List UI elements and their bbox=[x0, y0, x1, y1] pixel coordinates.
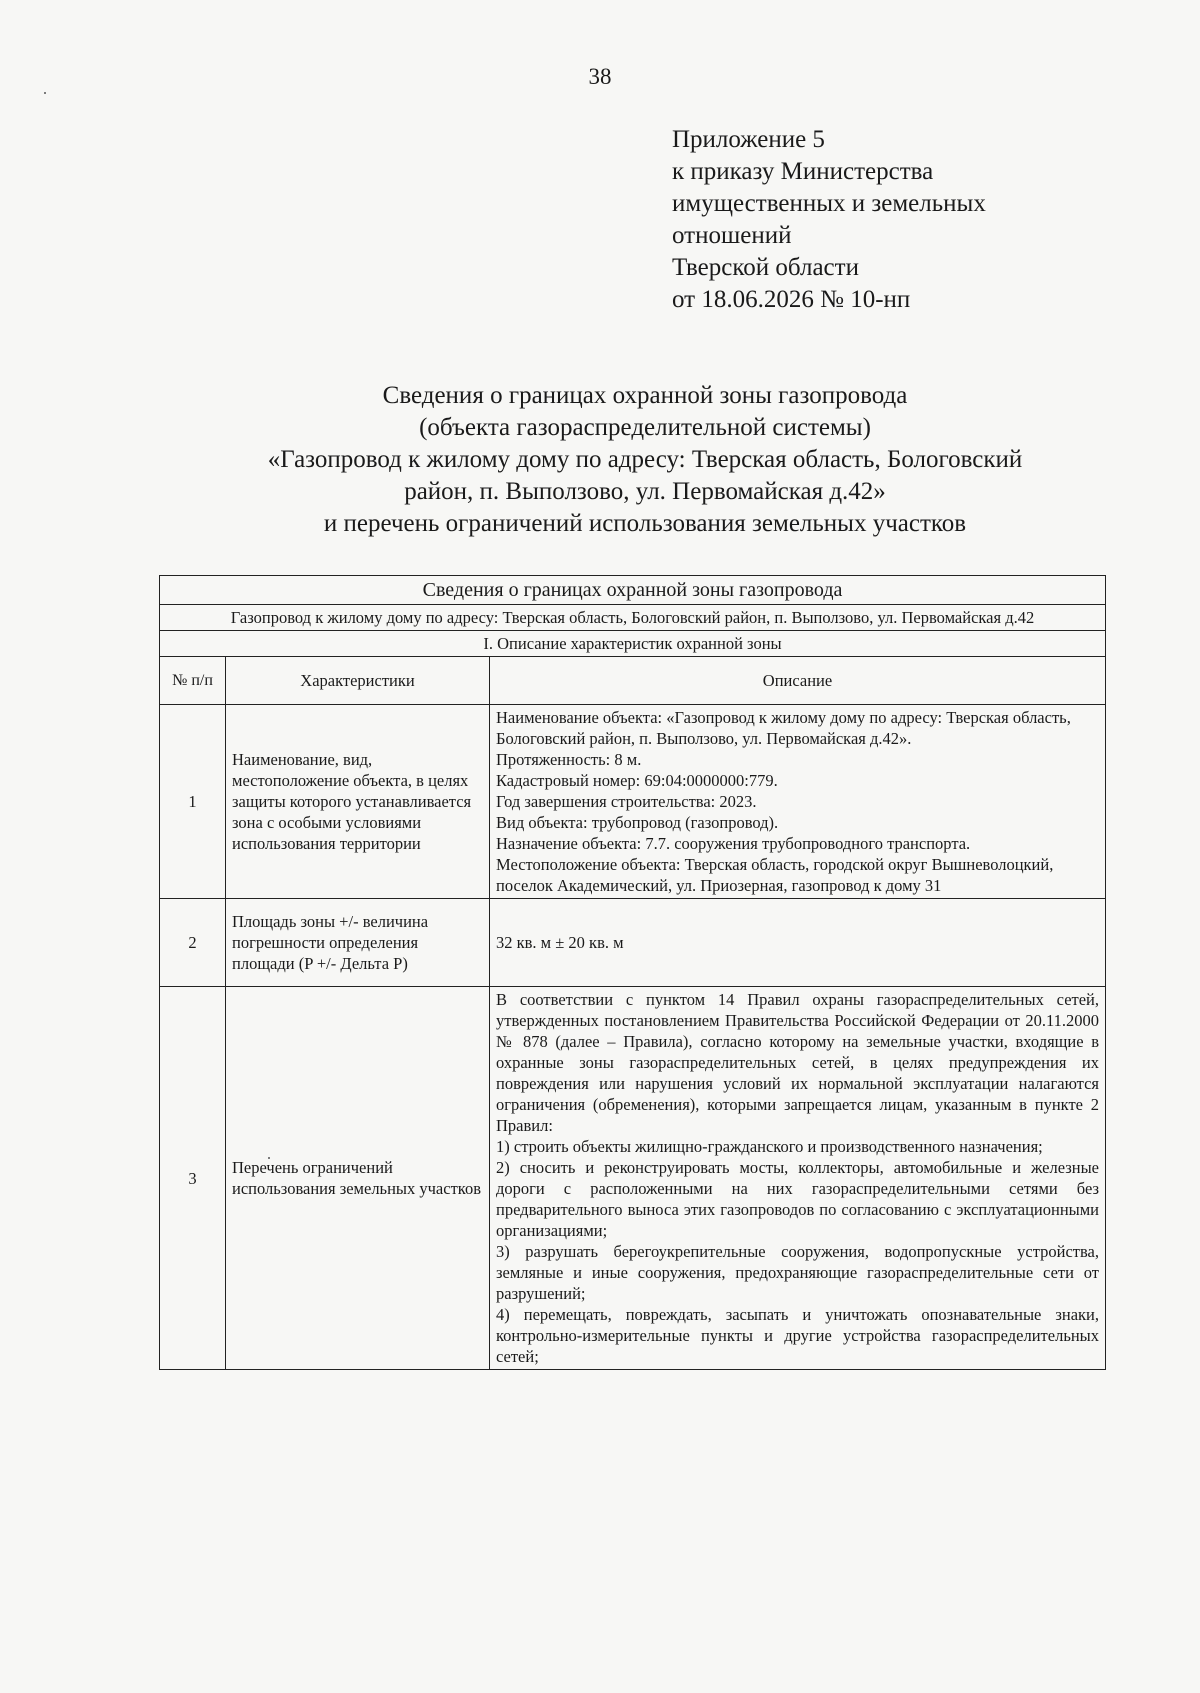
row-number: 1 bbox=[160, 705, 226, 899]
description-paragraph: 2) сносить и реконструировать мосты, коллекторы, автомобильные и железные дороги с расположенными на них газораспределительными сетями без предварительного выноса этих газопроводов по согласованию с эксплуатационными организациями; bbox=[496, 1158, 1100, 1240]
title-line: (объекта газораспределительной системы) bbox=[419, 414, 871, 441]
description-paragraph: В соответствии с пунктом 14 Правил охраны газораспределительных сетей, утвержденных постановлением Правительства Российской Федерации от 20.11.2000 № 878 (далее – Правила), согласно которому на земельные участки, входящие в охранные зоны газораспределительных сетей, в целях предупреждения их повреждения или нарушения условий их нормальной эксплуатации налагаются ограничения (обременения), которыми запрещается лицам, указанным в пункте 2 Правил: bbox=[496, 990, 1100, 1135]
title-line: и перечень ограничений использования земельных участков bbox=[323, 510, 967, 537]
description-paragraph: Протяженность: 8 м. bbox=[496, 750, 642, 769]
title-line: Сведения о границах охранной зоны газопровода bbox=[382, 382, 908, 409]
title-line: «Газопровод к жилому дому по адресу: Тверская область, Бологовский bbox=[267, 446, 1023, 473]
description-paragraph: 1) строить объекты жилищно-гражданского и производственного назначения; bbox=[496, 1137, 1043, 1156]
scan-speck bbox=[44, 92, 46, 94]
table-header-row bbox=[160, 576, 1106, 605]
zone-table bbox=[159, 575, 1106, 1370]
row-characteristic: Площадь зоны +/- величина погрешности определения площади (P +/- Дельта P) bbox=[226, 899, 490, 987]
description-paragraph: 3) разрушать берегоукрепительные сооружения, водопропускные устройства, земляные и иные сооружения, предохраняющие газораспределительные сети от разрушений; bbox=[496, 1242, 1100, 1303]
column-header-description: Описание bbox=[490, 657, 1106, 705]
object-row bbox=[160, 605, 1106, 631]
annex-block bbox=[672, 124, 1132, 316]
title-line: район, п. Выползово, ул. Первомайская д.42» bbox=[404, 478, 886, 505]
row-number: 3 bbox=[160, 987, 226, 1370]
description-paragraph: Кадастровый номер: 69:04:0000000:779. bbox=[496, 771, 778, 790]
row-description bbox=[490, 987, 1106, 1370]
row-number: 2 bbox=[160, 899, 226, 987]
annex-line: отношений bbox=[672, 222, 792, 249]
row-description bbox=[490, 899, 1106, 987]
description-paragraph: Местоположение объекта: Тверская область, городской округ Вышневолоцкий, поселок Академический, ул. Приозерная, газопровод к дому 31 bbox=[496, 855, 1054, 895]
annex-line: имущественных и земельных bbox=[672, 190, 986, 217]
description-paragraph: Год завершения строительства: 2023. bbox=[496, 792, 757, 811]
description-paragraph: 4) перемещать, повреждать, засыпать и уничтожать опознавательные знаки, контрольно-измерительные пункты и другие устройства газораспределительных сетей; bbox=[496, 1305, 1100, 1366]
page-number: 38 bbox=[588, 64, 612, 89]
description-paragraph: Наименование объекта: «Газопровод к жилому дому по адресу: Тверская область, Бологовский район, п. Выползово, ул. Первомайская д.42». bbox=[496, 708, 1071, 748]
row-characteristic: Перечень ограничений использования земельных участков bbox=[226, 987, 490, 1370]
description-paragraph: Вид объекта: трубопровод (газопровод). bbox=[496, 813, 779, 832]
table-header: Сведения о границах охранной зоны газопровода bbox=[160, 576, 1106, 605]
description-paragraph: 32 кв. м ± 20 кв. м bbox=[496, 933, 624, 952]
section-row bbox=[160, 631, 1106, 657]
row-characteristic: Наименование, вид, местоположение объекта, в целях защиты которого устанавливается зона с особыми условиями использования территории bbox=[226, 705, 490, 899]
section-title: I. Описание характеристик охранной зоны bbox=[160, 631, 1106, 657]
object-line: Газопровод к жилому дому по адресу: Тверская область, Бологовский район, п. Выползово, ул. Первомайская д.42 bbox=[160, 605, 1106, 631]
row-description bbox=[490, 705, 1106, 899]
column-header-number: № п/п bbox=[160, 657, 226, 705]
table-row bbox=[160, 705, 1106, 899]
annex-line: от 18.06.2026 № 10-нп bbox=[672, 286, 911, 313]
table-row bbox=[160, 899, 1106, 987]
annex-line: Приложение 5 bbox=[672, 126, 825, 153]
column-header-row bbox=[160, 657, 1106, 705]
table-row bbox=[160, 987, 1106, 1370]
document-title bbox=[150, 380, 1140, 540]
description-paragraph: Назначение объекта: 7.7. сооружения трубопроводного транспорта. bbox=[496, 834, 971, 853]
annex-line: к приказу Министерства bbox=[672, 158, 934, 185]
annex-line: Тверской области bbox=[672, 254, 859, 281]
column-header-characteristic: Характеристики bbox=[226, 657, 490, 705]
